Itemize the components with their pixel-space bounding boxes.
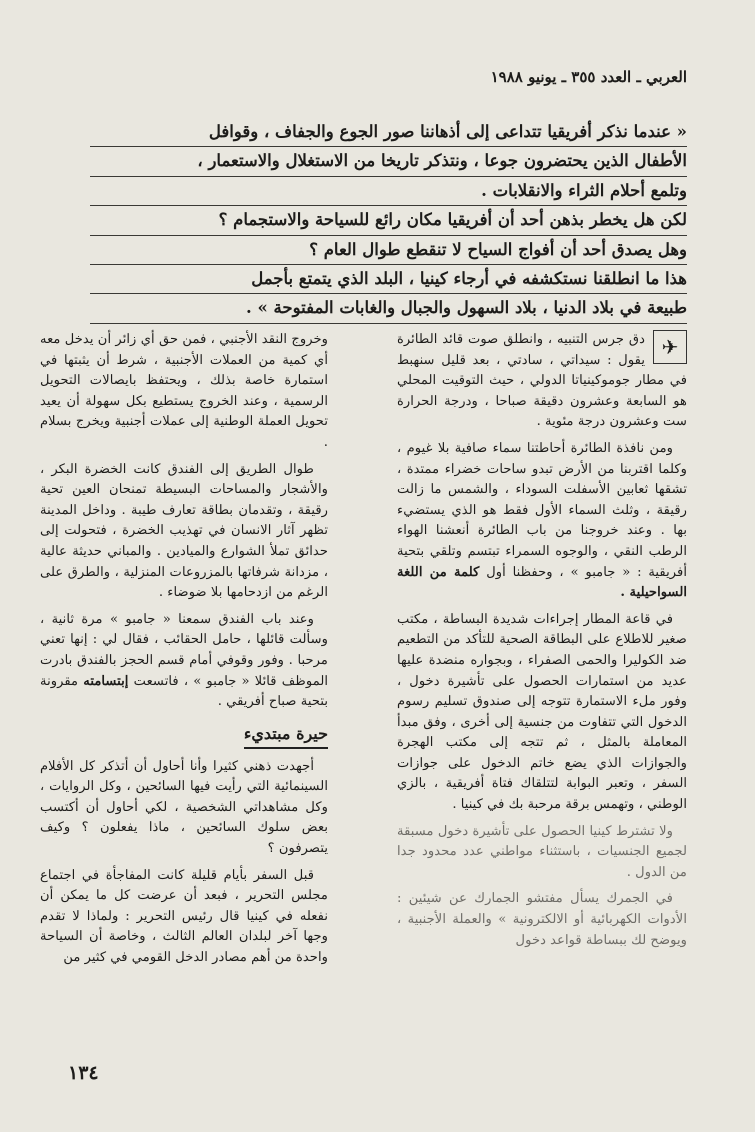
intro-line: « عندما نذكر أفريقيا تتداعى إلى أذهاننا صور الجوع والجفاف ، وقوافل: [90, 118, 687, 147]
paragraph: وخروج النقد الأجنبي ، فمن حق أي زائر أن يدخل معه أي كمية من العملات الأجنبية ، شرط أن يثبتها في استمارة خاصة بذلك ، ويحتفظ بايصالات التحويل الرسمية ، وعند الخروج يستطيع بكل سهولة أن يعيد تحويل العملة الوطنية إلى عملات أجنبية ويخرج بسلام .: [40, 332, 328, 450]
intro-line: لكن هل يخطر بذهن أحد أن أفريقيا مكان رائع للسياحة والاستجمام ؟: [90, 206, 687, 235]
paragraph: [40, 610, 328, 713]
intro-line: وتلمع أحلام الثراء والانقلابات .: [90, 177, 687, 206]
intro-line: وهل يصدق أحد أن أفواج السياح لا تنقطع طوال العام ؟: [90, 236, 687, 265]
section-subheading: حيرة مبتديء: [244, 721, 328, 749]
article-column-left: [40, 330, 328, 975]
article-column-right: [397, 330, 687, 957]
intro-line: الأطفال الذين يحتضرون جوعا ، ونتذكر تاريخا من الاستغلال والاستعمار ،: [90, 147, 687, 176]
intro-line: طبيعة في بلاد الدنيا ، بلاد السهول والجبال والغابات المفتوحة » .: [90, 294, 687, 323]
intro-abstract: [90, 118, 687, 324]
running-head: العربي ـ العدد ٣٥٥ ـ يونيو ١٩٨٨: [490, 68, 687, 86]
paragraph: ولا تشترط كينيا الحصول على تأشيرة دخول مسبقة لجميع الجنسيات ، باستثناء مواطني عدد محدود جدا من الدول .: [397, 823, 687, 880]
paragraph-text: وعند باب الفندق سمعنا « جامبو » مرة ثانية ، وسألت قائلها ، حامل الحقائب ، فقال لي : إنها تعني مرحبا . وفور وقوفي أمام قسم الحجز بالفندق بادرت الموظف قائلا « جامبو » ، فاتسعت: [40, 611, 329, 689]
paragraph: دق جرس التنبيه ، وانطلق صوت قائد الطائرة يقول : سيداتي ، سادتي ، بعد قليل سنهبط في مطار جوموكينياتا الدولي ، حيث التوقيت المحلي هو السابعة وعشرون دقيقة صباحا ، ودرجة الحرارة ست وعشرون درجة مئوية .: [397, 332, 687, 430]
paragraph: أجهدت ذهني كثيرا وأنا أحاول أن أتذكر كل الأفلام السينمائية التي رأيت فيها السائحين ، وكل الروايات ، وكل مشاهداتي الشخصية ، لكي أحاول أن أكتسب بعض سلوك السائحين ، ماذا يفعلون ؟ وكيف يتصرفون ؟: [40, 758, 328, 857]
paragraph-text: مقرونة بتحية صباح أفريقي .: [40, 673, 328, 710]
paragraph: في قاعة المطار إجراءات شديدة البساطة ، مكتب صغير للاطلاع على البطاقة الصحية للتأكد من التطعيم ضد الكوليرا والحمى الصفراء ، وبجواره منضدة عليها عديد من استمارات الحصول على تأشيرة دخول ، وفور ملء الاستمارة تتوجه إلى صندوق تسليم رسوم الدخول التي تتفاوت من جنسية إلى أخرى ، وفق مبدأ المعاملة بالمثل ، ثم تتجه إلى مكتب الهجرة والجوازات الذي يضع خاتم الدخول على جوازات السفر ، وتعبر البوابة لتتلقاك فتاة أفريقية ، بالزي الوطني ، وتهمس برقة مرحبة بك في كينيا .: [397, 611, 687, 813]
paragraph-bold-text: إبتسامته: [83, 673, 129, 689]
intro-line: هذا ما انطلقنا نستكشفه في أرجاء كينيا ، البلد الذي يتمتع بأجمل: [90, 265, 687, 294]
paragraph-text: ومن نافذة الطائرة أحاطتنا سماء صافية بلا غيوم ، وكلما اقتربنا من الأرض تبدو ساحات خضراء ممتدة ، تشقها ثعابين الأسفلت السوداء ، والشمس ما زالت رقيقة ، وثلث السماء الأول فقط هو الذي يستضيء بها . وعند خروجنا من باب الطائرة أنعشنا الهواء الرطب النقي ، والوجوه السمراء تبتسم وتلقي بتحية أفريقية : « جامبو » ، وحفظنا أول: [397, 440, 688, 580]
paragraph: [397, 439, 687, 604]
paragraph: في الجمرك يسأل مفتشو الجمارك عن شيئين : الأدوات الكهربائية أو الالكترونية » والعملة الأجنبية ، ويوضح لك ببساطة قواعد دخول: [397, 891, 687, 948]
paragraph-bold-text: كلمة من اللغة السواحيلية .: [397, 564, 687, 601]
section-ornament-icon: ✈: [653, 330, 687, 364]
page-number: ١٣٤: [68, 1062, 99, 1084]
paragraph: طوال الطريق إلى الفندق كانت الخضرة البكر ، والأشجار والمساحات البسيطة تمنحان العين تحية رقيقة ، وتقدمان بطاقة تعارف طيبة . وداخل المدينة تظهر آثار الانسان في تهذيب الخضرة ، فتحولت إلى حدائق تملأ الشوارع والميادين . والمباني حديثة عالية ، مزدانة شرفاتها بالمزروعات المنزلية ، والطرق على الرغم من ازدحامها بلا ضوضاء .: [40, 461, 328, 601]
paragraph: قبل السفر بأيام قليلة كانت المفاجأة في اجتماع مجلس التحرير ، فبعد أن عرضت كل ما يمكن أن نفعله في كينيا قال رئيس التحرير : ولماذا لا تقدم وجها آخر لبلدان العالم الثالث ، وخاصة أن السياحة واحدة من أهم مصادر الدخل القومي في كثير من: [40, 867, 328, 966]
